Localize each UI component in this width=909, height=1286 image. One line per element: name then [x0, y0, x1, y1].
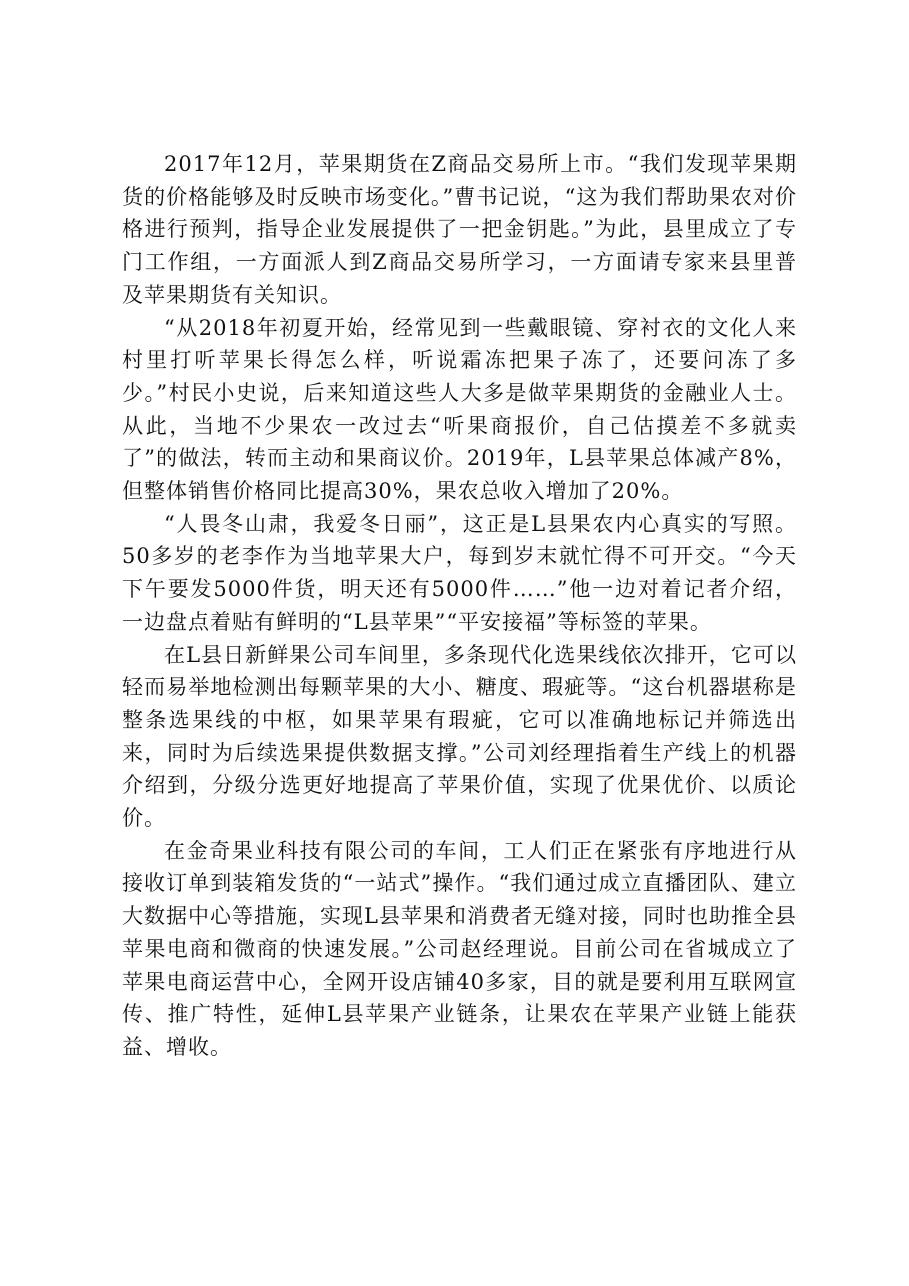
paragraph-villager-story: “从2018年初夏开始，经常见到一些戴眼镜、穿衬衣的文化人来村里打听苹果长得怎么样，听说霜冻把果子冻了，还要问冻了多少。”村民小史说，后来知道这些人大多是做苹果期货的金融业人士。从此，当地不少果农一改过去“听果商报价，自己估摸差不多就卖了”的做法，转而主动和果商议价。2019年，L县苹果总体减产8%，但整体销售价格同比提高30%，果农总收入增加了20%。 — [122, 315, 797, 504]
paragraph-ecommerce: 在金奇果业科技有限公司的车间，工人们正在紧张有序地进行从接收订单到装箱发货的“一站式”操作。“我们通过成立直播团队、建立大数据中心等措施，实现L县苹果和消费者无缝对接，同时也助推全县苹果电商和微商的快速发展。”公司赵经理说。目前公司在省城成立了苹果电商运营中心，全网开设店铺40多家，目的就是要利用互联网宣传、推广特性，延伸L县苹果产业链条，让果农在苹果产业链上能获益、增收。 — [122, 838, 797, 1059]
paragraph-sorting-line: 在L县日新鲜果公司车间里，多条现代化选果线依次排开，它可以轻而易举地检测出每颗苹果的大小、糖度、瑕疵等。“这台机器堪称是整条选果线的中枢，如果苹果有瑕疵，它可以准确地标记并筛选出来，同时为后续选果提供数据支撑。”公司刘经理指着生产线上的机器介绍到，分级分选更好地提高了苹果价值，实现了优果优价、以质论价。 — [122, 642, 797, 831]
document-body — [122, 148, 797, 1064]
paragraph-winter-sales: “人畏冬山肃，我爱冬日丽”，这正是L县果农内心真实的写照。50多岁的老李作为当地苹果大户，每到岁末就忙得不可开交。“今天下午要发5000件货，明天还有5000件……”他一边对着记者介绍，一边盘点着贴有鲜明的“L县苹果”“平安接福”等标签的苹果。 — [122, 511, 797, 634]
paragraph-futures-listing: 2017年12月，苹果期货在Z商品交易所上市。“我们发现苹果期货的价格能够及时反映市场变化。”曹书记说，“这为我们帮助果农对价格进行预判，指导企业发展提供了一把金钥匙。”为此，县里成立了专门工作组，一方面派人到Z商品交易所学习，一方面请专家来县里普及苹果期货有关知识。 — [122, 152, 797, 307]
